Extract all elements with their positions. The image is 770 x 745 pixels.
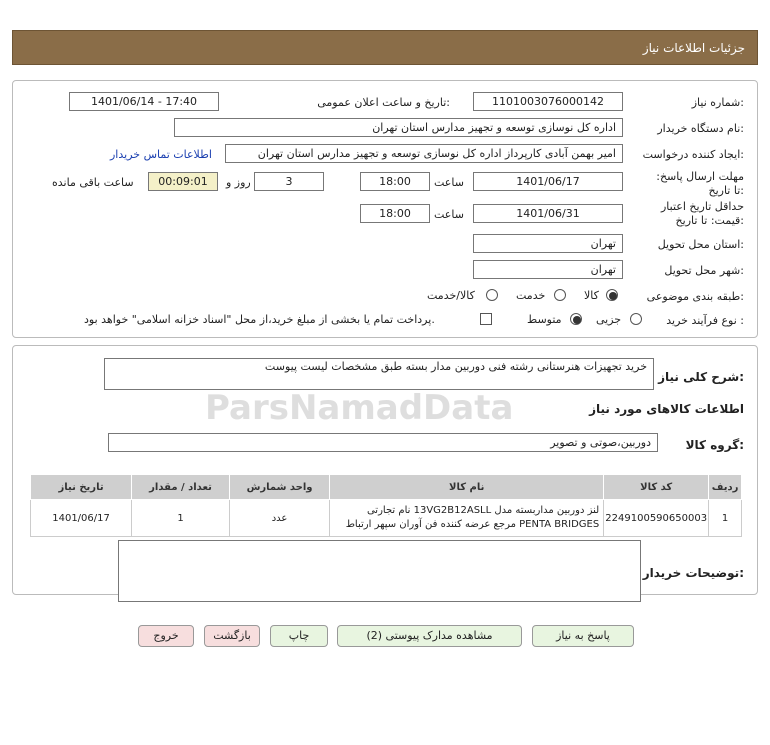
goods-table [30, 474, 742, 537]
deadline-time-label: ساعت [434, 176, 464, 189]
cell-name: لنز دوربین مداربسته مدل 13VG2B12ASLL نام تجارتی PENTA BRIDGES مرجع عرضه کننده فن آوران سپهر ارتباط [330, 500, 604, 537]
col-code: کد کالا [604, 475, 709, 500]
col-date: تاریخ نیاز [31, 475, 132, 500]
table-row [31, 500, 742, 537]
col-name: نام کالا [330, 475, 604, 500]
goods-group-label: گروه کالا: [685, 438, 744, 452]
cell-unit: عدد [229, 500, 329, 537]
category-option-service: خدمت [516, 289, 546, 302]
buyer-org-label: نام دستگاه خریدار: [657, 122, 744, 135]
description-field: خرید تجهیزات هنرستانی رشته فنی دوربین مدار بسته طبق مشخصات لیست پیوست [104, 358, 654, 390]
category-option-goods-service: کالا/خدمت [427, 289, 475, 302]
process-option-medium: متوسط [527, 313, 562, 326]
process-option-minor: جزیی [596, 313, 622, 326]
category-radio-goods-service[interactable] [486, 289, 498, 301]
watermark-brand: ParsNamadData [205, 388, 514, 428]
creator-field: امیر بهمن آبادی کارپرداز اداره کل نوسازی توسعه و تجهیز مدارس استان تهران [225, 144, 623, 163]
reply-button[interactable]: پاسخ به نیاز [532, 625, 634, 647]
days-label: روز و [226, 176, 251, 189]
deadline-time-field: 18:00 [360, 172, 430, 191]
city-label: شهر محل تحویل: [664, 264, 744, 277]
goods-table-header [31, 475, 742, 500]
remaining-label: ساعت باقی مانده [52, 176, 134, 189]
category-option-goods: کالا [584, 289, 599, 302]
print-button[interactable]: چاپ [270, 625, 328, 647]
days-field: 3 [254, 172, 324, 191]
attachments-button[interactable]: مشاهده مدارک پیوستی (2) [337, 625, 522, 647]
validity-label: حداقل تاریخ اعتبار قیمت: تا تاریخ: [660, 200, 744, 227]
treasury-payment-note: پرداخت تمام یا بخشی از مبلغ خرید،از محل "اسناد خزانه اسلامی" خواهد بود. [84, 313, 435, 326]
need-number-label: شماره نیاز: [691, 96, 744, 109]
col-qty: تعداد / مقدار [132, 475, 230, 500]
treasury-payment-checkbox[interactable] [480, 313, 492, 325]
goods-section-title: اطلاعات کالاهای مورد نیاز [589, 402, 744, 416]
announce-field: 1401/06/14 - 17:40 [69, 92, 219, 111]
buyer-contact-link[interactable]: اطلاعات تماس خریدار [110, 148, 212, 161]
deadline-date-field: 1401/06/17 [473, 172, 623, 191]
page-header [12, 30, 758, 65]
category-radio-service[interactable] [554, 289, 566, 301]
col-unit: واحد شمارش [229, 475, 329, 500]
category-label: طبقه بندی موضوعی: [646, 290, 744, 303]
cell-code: 2249100590650003 [604, 500, 709, 537]
cell-qty: 1 [132, 500, 230, 537]
exit-button[interactable]: خروج [138, 625, 194, 647]
cell-date: 1401/06/17 [31, 500, 132, 537]
buyer-notes-label: توضیحات خریدار: [642, 566, 744, 580]
province-label: استان محل تحویل: [657, 238, 744, 251]
process-label: نوع فرآیند خرید : [666, 314, 744, 327]
validity-time-label: ساعت [434, 208, 464, 221]
description-label: شرح کلی نیاز: [658, 370, 744, 384]
need-number-field: 1101003076000142 [473, 92, 623, 111]
validity-time-field: 18:00 [360, 204, 430, 223]
category-radio-goods[interactable] [606, 289, 618, 301]
remaining-time-field: 00:09:01 [148, 172, 218, 191]
validity-date-field: 1401/06/31 [473, 204, 623, 223]
buyer-org-field: اداره کل نوسازی توسعه و تجهیز مدارس استان تهران [174, 118, 623, 137]
goods-group-field: دوربین،صوتی و تصویر [108, 433, 658, 452]
buyer-notes-field [118, 540, 641, 602]
cell-row: 1 [709, 500, 742, 537]
announce-label: تاریخ و ساعت اعلان عمومی: [317, 96, 450, 109]
creator-label: ایجاد کننده درخواست: [642, 148, 744, 161]
deadline-label: مهلت ارسال پاسخ: تا تاریخ: [656, 170, 744, 197]
col-row: ردیف [709, 475, 742, 500]
process-radio-minor[interactable] [630, 313, 642, 325]
page-title: جزئیات اطلاعات نیاز [642, 41, 745, 55]
back-button[interactable]: بازگشت [204, 625, 260, 647]
process-radio-medium[interactable] [570, 313, 582, 325]
city-field: تهران [473, 260, 623, 279]
province-field: تهران [473, 234, 623, 253]
